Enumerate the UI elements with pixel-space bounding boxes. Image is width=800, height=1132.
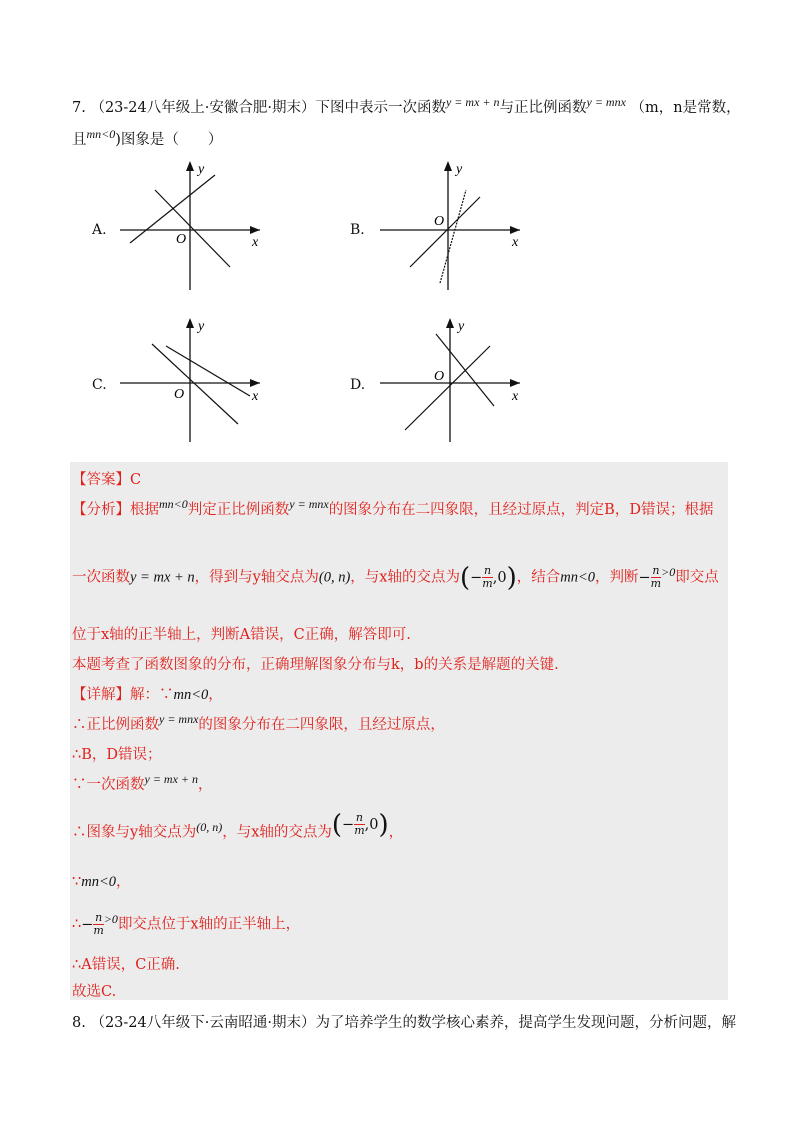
- analysis-text: 判定正比例函数: [187, 502, 290, 518]
- x-intercept: (− $\frac{n}{m}$ ,0): [459, 562, 517, 593]
- detail-line-2: ∴正比例函数$^{y = mnx}$的图象分布在二四象限，且经过原点，: [72, 712, 445, 733]
- y-axis-arrow: [186, 161, 194, 171]
- inequality: − $\frac{n}{m}$ $^{>0}$: [638, 564, 676, 590]
- graph-c: [110, 310, 280, 450]
- y-intercept: (0, n): [318, 569, 351, 586]
- question-text: （m，n是常数，: [630, 100, 741, 116]
- option-b-label: B.: [350, 222, 365, 238]
- analysis-text: ，与x轴的交点为: [350, 569, 460, 586]
- detail-line-3: ∴B，D错误；: [72, 747, 162, 763]
- origin-label: O: [434, 214, 445, 229]
- analysis-text: ，判断: [595, 569, 639, 586]
- condition: mn<0: [173, 687, 209, 703]
- y-label: y: [456, 162, 463, 177]
- question-source: （23-24八年级上·安徽合肥·期末）: [90, 100, 316, 116]
- frac-denominator: m: [482, 577, 493, 590]
- line-falling: [155, 190, 230, 267]
- graph-a: [110, 155, 280, 295]
- formula-linear: y = mx + n: [144, 772, 199, 786]
- x-label: x: [252, 235, 259, 250]
- x-axis-arrow: [510, 226, 520, 234]
- x-label: x: [512, 235, 519, 250]
- line-rising-2: [440, 190, 466, 283]
- detail-line-6: ∵mn<0，: [72, 874, 131, 890]
- analysis-text: ，结合: [516, 569, 561, 586]
- formula-proportional: y = mnx: [159, 712, 199, 726]
- question-source: （23-24八年级下·云南昭通·期末）: [90, 1015, 316, 1031]
- question-number: 7.: [72, 100, 86, 116]
- condition: mn<0: [81, 874, 116, 890]
- y-label: y: [198, 162, 205, 177]
- option-c-label: C.: [92, 377, 107, 393]
- x-label: x: [512, 389, 519, 404]
- x-label: x: [252, 389, 259, 404]
- condition: mn<0: [159, 497, 188, 511]
- origin-label: O: [174, 387, 185, 402]
- x-intercept: (− $\frac{n}{m}$ ,0): [331, 809, 389, 840]
- detail-line-8: ∴A错误，C正确.: [72, 957, 180, 973]
- formula-proportional: y = mnx: [586, 95, 626, 109]
- analysis-text: 即交点: [675, 569, 719, 586]
- question-text: 为了培养学生的数学核心素养，提高学生发现问题，分析问题，解: [315, 1015, 736, 1031]
- question-8-line-1: [72, 1013, 736, 1033]
- analysis-line-4: 本题考查了函数图象的分布，正确理解图象分布与k，b的关系是解题的关键.: [72, 657, 559, 673]
- question-text: )图象是（ ）: [115, 132, 223, 148]
- y-axis-arrow: [446, 318, 454, 328]
- question-number: 8.: [72, 1015, 86, 1031]
- analysis-line-2: [72, 562, 719, 593]
- question-7-line-1: [72, 95, 741, 118]
- y-axis-arrow: [444, 161, 452, 171]
- y-label: y: [198, 319, 205, 334]
- line-falling: [436, 334, 494, 406]
- line-falling-1: [152, 344, 238, 424]
- question-text: 且: [72, 132, 87, 148]
- x-axis-arrow: [510, 379, 520, 387]
- x-axis-arrow: [250, 226, 260, 234]
- y-label: y: [458, 319, 465, 334]
- option-d-label: D.: [350, 377, 366, 393]
- y-intercept: (0, n): [196, 819, 223, 834]
- analysis-text: 的图象分布在二四象限，且经过原点，判定B，D错误；根据: [328, 502, 714, 518]
- graph-d: [370, 310, 540, 450]
- line-rising-1: [410, 197, 480, 267]
- condition: mn<0: [560, 569, 595, 586]
- detail-line-7: ∴− $\frac{n}{m}$ $^{>0}$即交点位于x轴的正半轴上，: [72, 911, 301, 937]
- answer-line: 【答案】C: [72, 472, 142, 488]
- detail-line-4: ∵一次函数$^{y = mx + n}$，: [72, 772, 213, 793]
- line-rising: [405, 346, 490, 430]
- graph-b: [370, 155, 540, 295]
- analysis-line-3: 位于x轴的正半轴上，判断A错误，C正确，解答即可.: [72, 627, 411, 643]
- origin-label: O: [176, 232, 187, 247]
- condition: mn<0: [86, 127, 116, 141]
- y-axis-arrow: [186, 318, 194, 328]
- origin-label: O: [434, 369, 445, 384]
- analysis-text: ，得到与y轴交点为: [194, 569, 319, 586]
- option-a-label: A.: [92, 222, 107, 238]
- detail-line-9: 故选C.: [72, 984, 117, 1000]
- frac-numerator: n: [483, 564, 492, 577]
- question-text: 下图中表示一次函数: [315, 100, 446, 116]
- x-axis-arrow: [250, 379, 260, 387]
- analysis-text: 【分析】根据: [72, 502, 159, 518]
- formula-linear: y = mx + n: [130, 569, 195, 586]
- detail-line-1: 【详解】解：∵mn<0，: [72, 687, 223, 703]
- question-text: 与正比例函数: [499, 100, 587, 116]
- line-rising: [130, 175, 215, 243]
- analysis-line-1: [72, 497, 714, 520]
- detail-line-5: ∴图象与y轴交点为$^{(0, n)}$，与x轴的交点为(− $\frac{n}{m}$ ,0)，: [72, 809, 404, 841]
- formula-linear: y = mx + n: [445, 95, 500, 109]
- formula-proportional: y = mnx: [289, 497, 329, 511]
- analysis-text: 一次函数: [72, 569, 130, 586]
- question-7-line-2: [72, 127, 223, 150]
- inequality: − $\frac{n}{m}$ $^{>0}$: [81, 911, 118, 937]
